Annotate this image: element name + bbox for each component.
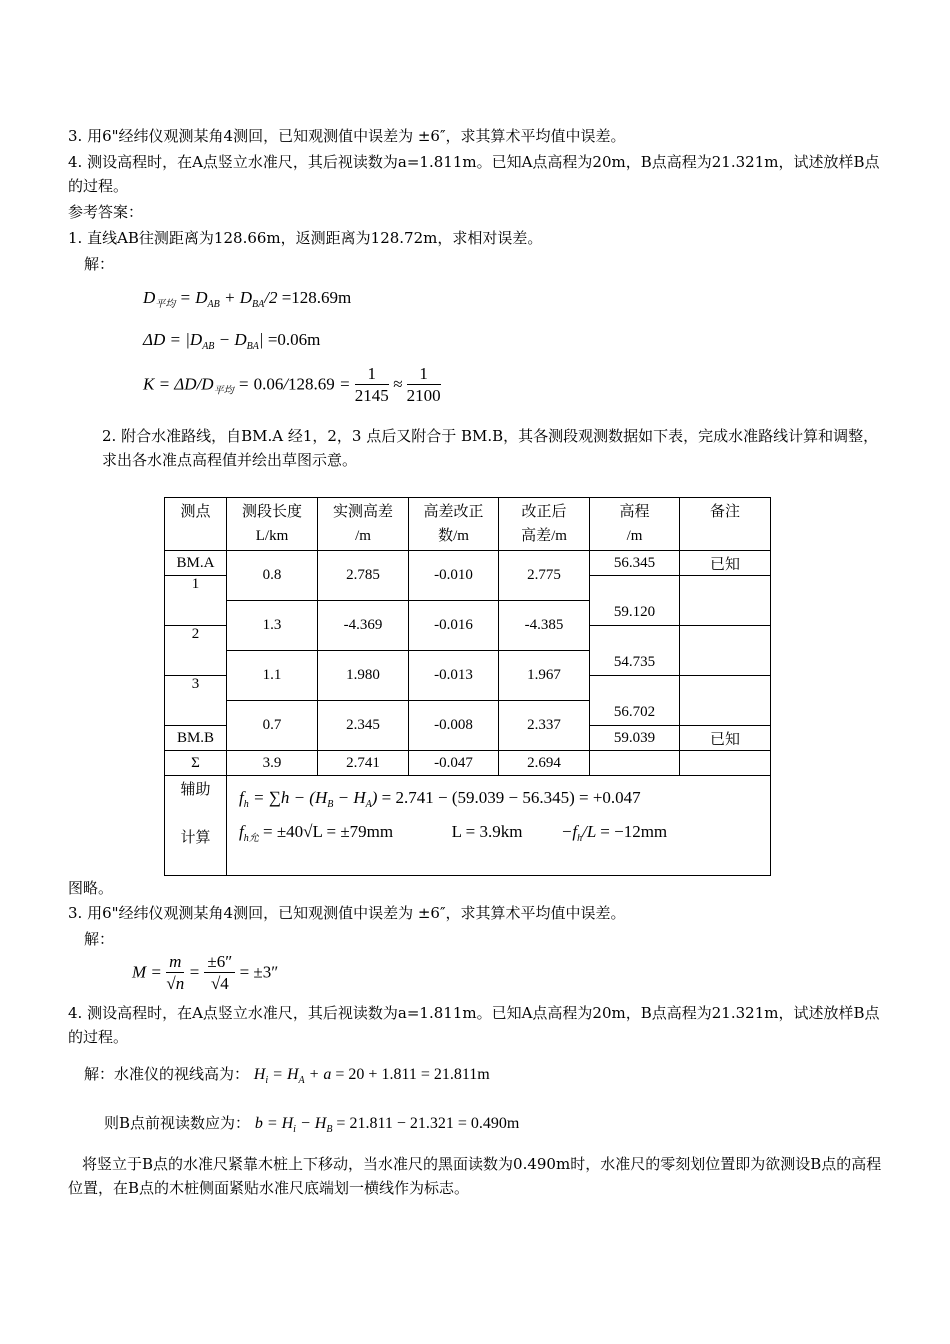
difference-result: =0.06m: [267, 330, 321, 349]
segment-2-length: 1.3: [227, 601, 318, 651]
segment-2-measured: -4.369: [318, 601, 409, 651]
point-bmb: BM.B: [165, 726, 227, 751]
leveling-table: [164, 497, 771, 876]
stakeout-conclusion: 将竖立于B点的水准尺紧靠木桩上下移动，当水准尺的黑面读数为0.490m时，水准尺的零刻划位置即为欲测设B点的高程位置，在B点的木桩侧面紧贴水准尺底端划一横线作为标志。: [68, 1155, 882, 1197]
mean-error-equation: M = $\frac{m}{√n}$ = $\frac{\pm 6''}{√4}$ = ±3″: [132, 952, 279, 993]
answer-3-question: 3. 用6"经纬仪观测某角4测回，已知观测值中误差为 ±6″，求其算术平均值中误差。: [68, 904, 626, 922]
fraction-2: $\frac{1}{2100}$: [406, 364, 441, 405]
remark-3: [680, 676, 771, 726]
sight-line-equation: $H_i = H_A + a = 20 + 1.811 = 21.811m$: [253, 1066, 490, 1086]
point-1: 1: [165, 576, 227, 626]
mean-distance-result: =128.69m: [281, 288, 352, 307]
mean-distance-equation: $D_{平均} = D_{AB} + D_{BA}/2 =128.69m$: [143, 288, 352, 310]
mean-error-result: = ±3″: [239, 962, 279, 982]
header-length: 测段长度 L/km: [227, 498, 318, 551]
point-3: 3: [165, 676, 227, 726]
question-4-intro: 4. 测设高程时，在A点竖立水准尺，其后视读数为a=1.811m。已知A点高程为20m，B点高程为21.321m，试述放样B点的过程。: [68, 153, 880, 195]
elevation-3: 56.702: [590, 676, 680, 726]
answer-3-solve-label: 解：: [84, 930, 115, 948]
relative-error-equation: $K = \Delta D/D_{平均} = 0.06/128.69$ = $\frac{1}{2145}$ ≈ $\frac{1}{2100}$: [143, 364, 441, 405]
difference-equation: $\Delta D = |D_{AB} - D_{BA}| =0.06m$: [143, 330, 321, 352]
answer-2-question: 2. 附合水准路线，自BM.A 经1，2，3 点后又附合于 BM.B，其各测段观测数据如下表，完成水准路线计算和调整，求出各水准点高程值并绘出草图示意。: [102, 427, 879, 469]
elevation-2: 54.735: [590, 626, 680, 676]
relative-error-denominator: 128.69: [288, 374, 335, 394]
figure-note: 图略。: [68, 879, 114, 897]
aux-label: [165, 776, 227, 876]
answer-1-question: 1. 直线AB往测距离为128.66m，返测距离为128.72m，求相对误差。: [68, 229, 543, 247]
header-corrected: 改正后 高差/m: [499, 498, 590, 551]
segment-1-corrected: 2.775: [499, 551, 590, 601]
segment-3-measured: 1.980: [318, 651, 409, 701]
segment-2-corrected: -4.385: [499, 601, 590, 651]
sum-measured: 2.741: [318, 751, 409, 776]
aux-label-1: 辅助: [180, 782, 211, 798]
mean-error-fraction-1: $\frac{m}{√n}$: [166, 952, 185, 993]
answers-heading: 参考答案：: [68, 203, 144, 221]
allowable-error-equation: $f_{h允} = \pm 40√L = \pm 79mm$ $L = 3.9km -f_h/L = -12mm$: [239, 822, 668, 844]
closure-error-value: = 2.741 − (59.039 − 56.345) = +0.047: [381, 788, 641, 807]
header-remark: 备注: [680, 498, 771, 551]
table-header-row: [165, 498, 771, 551]
sum-remark: [680, 751, 771, 776]
remark-bma: 已知: [680, 551, 771, 576]
mean-error-fraction-2: $\frac{\pm 6''}{√4}$: [204, 952, 235, 995]
foresight-reading-line: [104, 1111, 519, 1142]
header-point: 测点: [165, 498, 227, 551]
table-sum-row: [165, 751, 771, 776]
question-3-intro: 3. 用6"经纬仪观测某角4测回，已知观测值中误差为 ±6″，求其算术平均值中误差。: [68, 127, 626, 145]
aux-calculation: [227, 776, 771, 876]
answer-4-question: 4. 测设高程时，在A点竖立水准尺，其后视读数为a=1.811m。已知A点高程为20m，B点高程为21.321m，试述放样B点的过程。: [68, 1004, 880, 1046]
segment-3-corrected: 1.967: [499, 651, 590, 701]
foresight-value: = 21.811 − 21.321 = 0.490m: [336, 1115, 520, 1132]
sum-corrected: 2.694: [499, 751, 590, 776]
sum-elevation: [590, 751, 680, 776]
segment-4-measured: 2.345: [318, 701, 409, 751]
segment-4-corrected: 2.337: [499, 701, 590, 751]
table-aux-row: [165, 776, 771, 876]
segment-3-length: 1.1: [227, 651, 318, 701]
sight-line-height-line: [84, 1062, 490, 1093]
segment-1-correction: -0.010: [409, 551, 499, 601]
point-2: 2: [165, 626, 227, 676]
segment-1-measured: 2.785: [318, 551, 409, 601]
sight-line-value: = 20 + 1.811 = 21.811m: [335, 1066, 490, 1083]
header-measured: 实测高差 /m: [318, 498, 409, 551]
sum-length: 3.9: [227, 751, 318, 776]
answer-1-solve-label: 解：: [84, 255, 115, 273]
segment-3-correction: -0.013: [409, 651, 499, 701]
point-bma: BM.A: [165, 551, 227, 576]
sight-line-label: 解：水准仪的视线高为：: [84, 1065, 250, 1083]
aux-label-2: 计算: [180, 830, 211, 846]
point-sum: Σ: [165, 751, 227, 776]
remark-1: [680, 576, 771, 626]
elevation-1: 59.120: [590, 576, 680, 626]
relative-error-numerator: 0.06: [253, 374, 284, 394]
foresight-label: 则B点前视读数应为：: [104, 1114, 251, 1132]
segment-2-correction: -0.016: [409, 601, 499, 651]
segment-4-length: 0.7: [227, 701, 318, 751]
allowable-error-value: = ±40√L = ±79mm: [262, 822, 394, 841]
sum-correction: -0.047: [409, 751, 499, 776]
fraction-1: $\frac{1}{2145}$: [354, 364, 389, 405]
foresight-equation: $b = H_i - H_B = 21.811 - 21.321 = 0.490m$: [254, 1115, 520, 1135]
header-correction: 高差改正 数/m: [409, 498, 499, 551]
segment-1-length: 0.8: [227, 551, 318, 601]
elevation-bma: 56.345: [590, 551, 680, 576]
remark-2: [680, 626, 771, 676]
route-length-value: L = 3.9km: [451, 822, 523, 841]
header-elevation: 高程 /m: [590, 498, 680, 551]
segment-4-correction: -0.008: [409, 701, 499, 751]
elevation-bmb: 59.039: [590, 726, 680, 751]
remark-bmb: 已知: [680, 726, 771, 751]
correction-per-km-value: = −12mm: [600, 822, 668, 841]
closure-error-equation: $f_h = \sum h - (H_B - H_A) = 2.741 - (59.039 - 56.345) = +0.047$: [239, 788, 641, 810]
table-row: [165, 551, 771, 576]
